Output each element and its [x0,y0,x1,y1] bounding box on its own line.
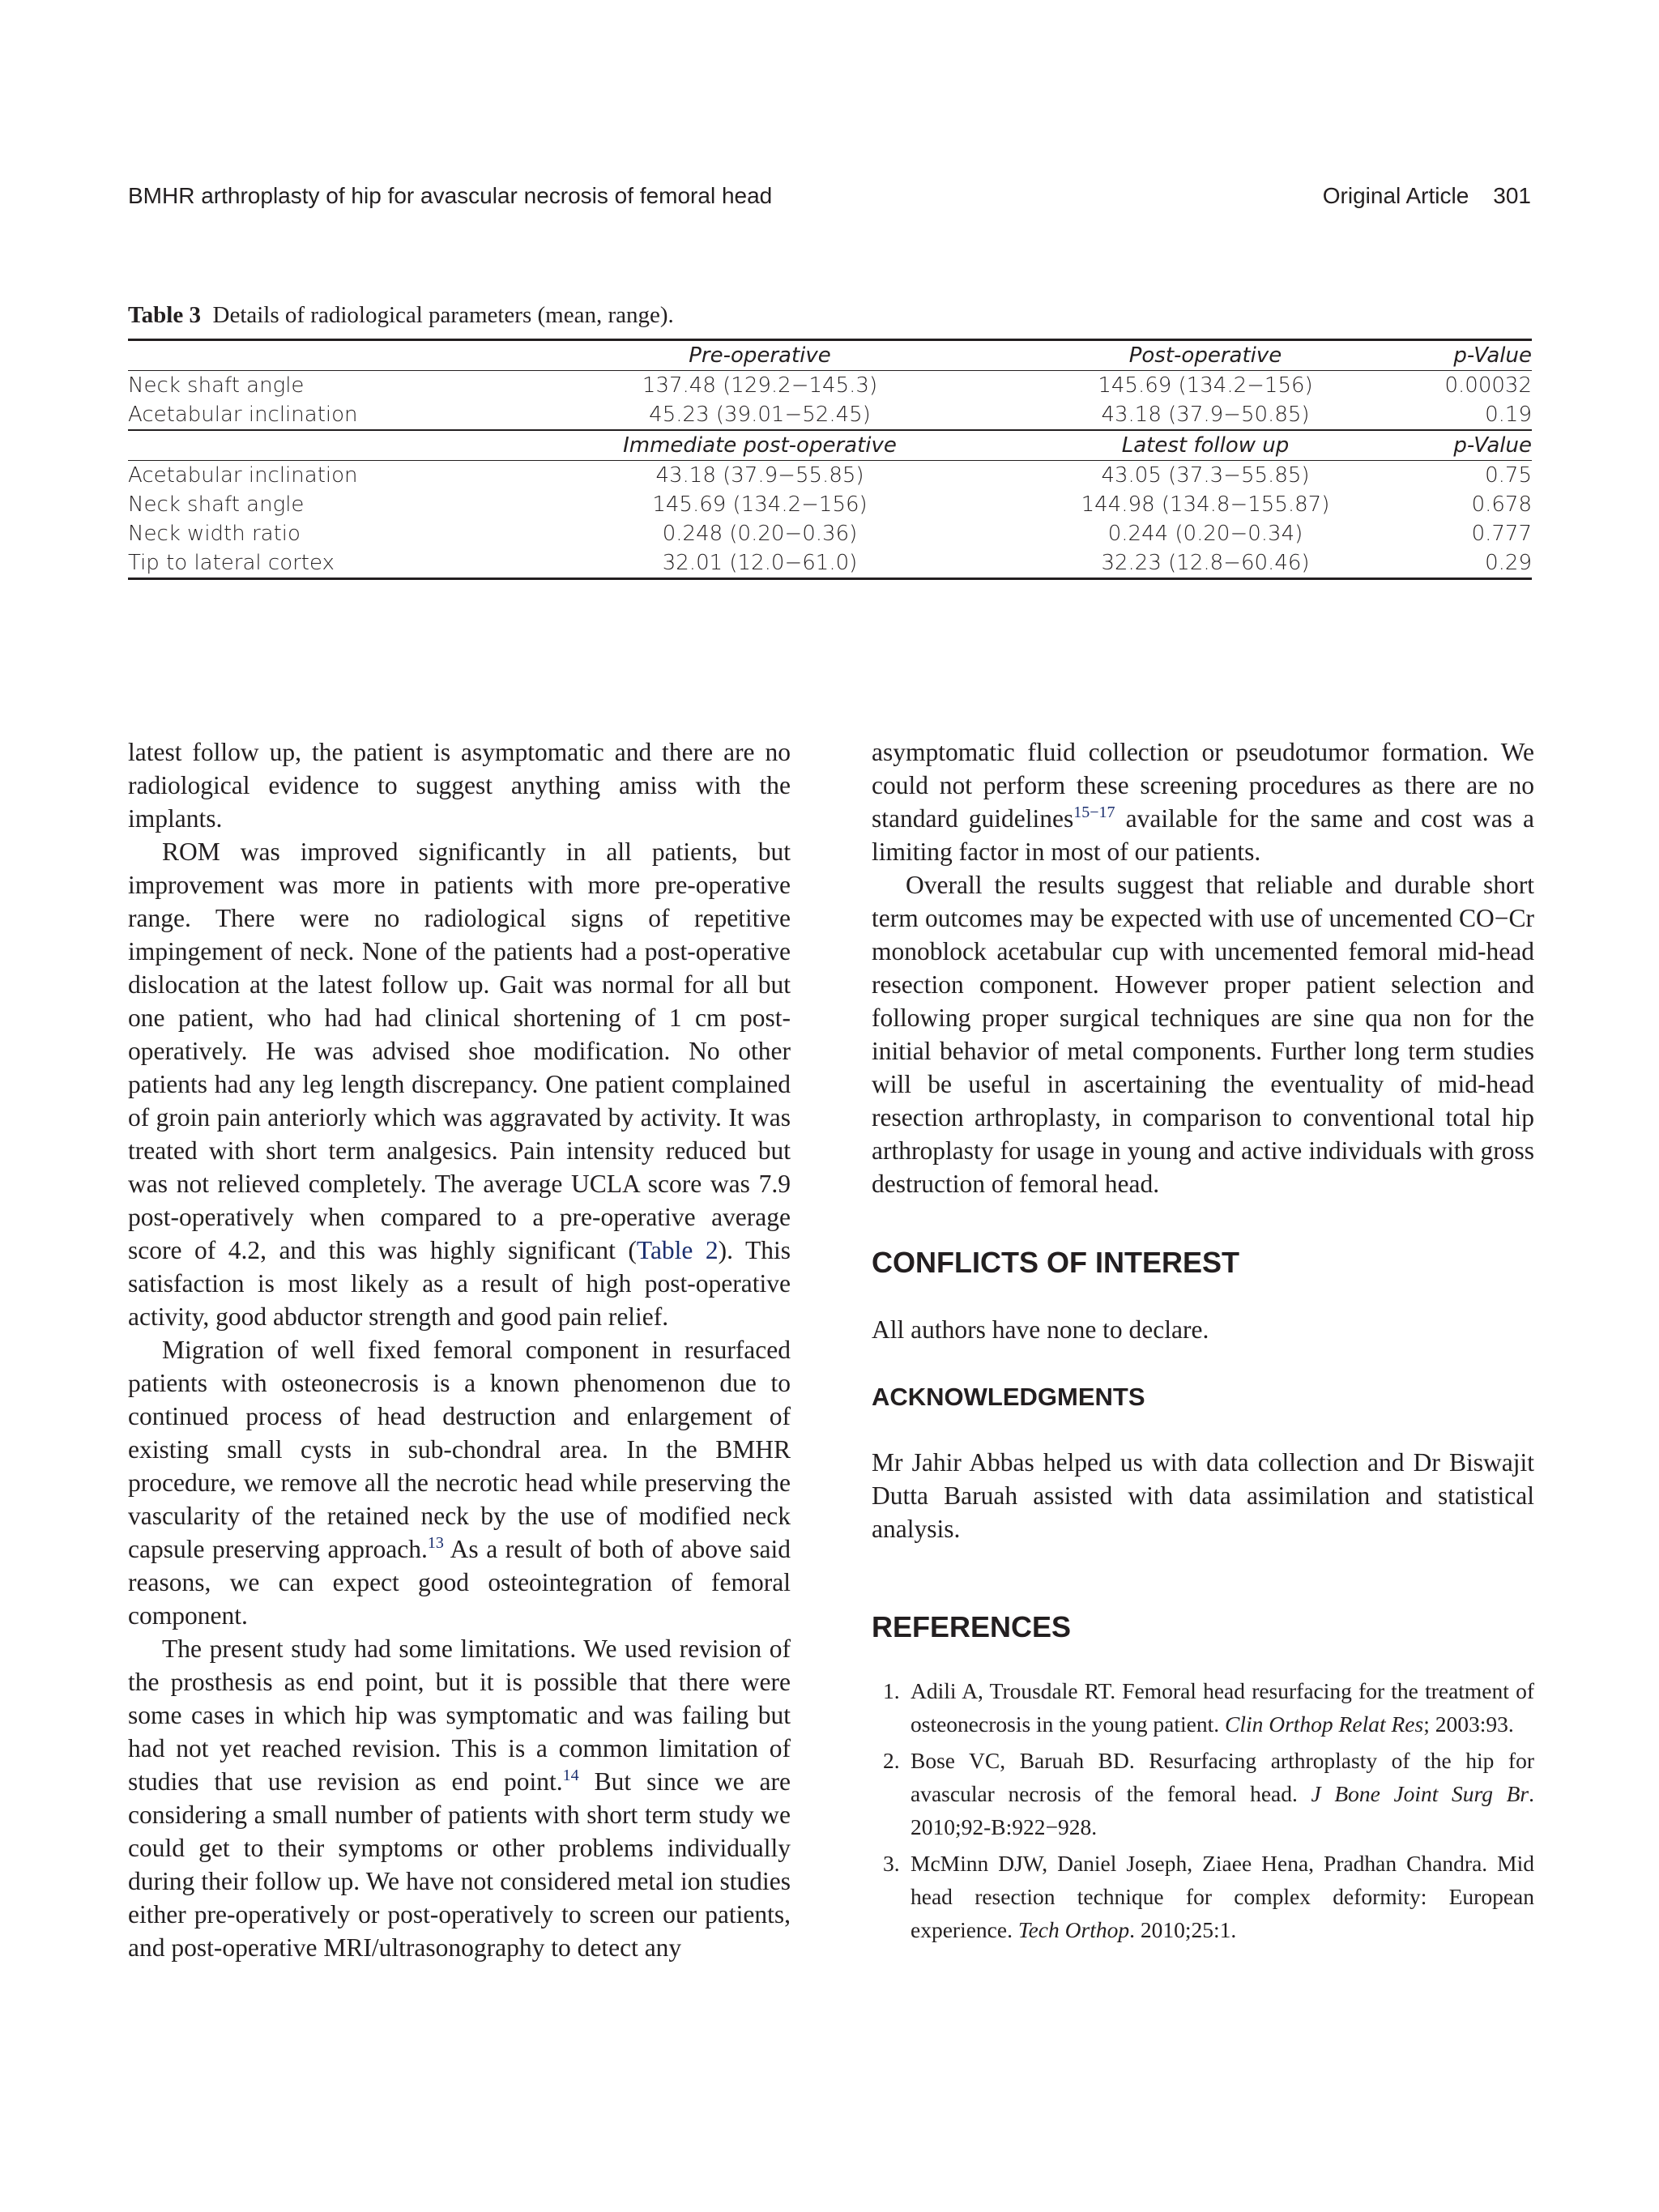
paragraph: asymptomatic fluid collection or pseudotumor formation. We could not perform these screening procedures as there are no standard guidelines$^{15-17}$ available for the same and cost was a limiting factor in most of our patients. [872,738,1534,866]
conflicts-text: All authors have none to declare. [872,1315,1209,1344]
table-caption-text: Details of radiological parameters (mean, range). [212,302,674,328]
paragraph: ROM was improved significantly in all patients, but improvement was more in patients with more pre-operative range. There were no radiological signs of repetitive impingement of neck. None of the patients had a post-operative dislocation at the latest follow up. Gait was normal for all but one patient, who had had clinical shortening of 1 cm post-operatively. He was advised shoe modification. No other patients had any leg length discrepancy. One patient complained of groin pain anteriorly which was aggravated by activity. It was treated with short term analgesics. Pain intensity reduced but was not relieved completely. The average UCLA score was 7.9 post-operatively when compared to a pre-operative average score of 4.2, and this was highly significant (Table 2). This satisfaction is most likely as a result of high post-operative activity, good abductor strength and good pain relief. [128,837,791,1331]
left-column [128,735,791,1964]
table-2-link[interactable]: Table 2 [636,1236,719,1264]
reference-item: 2. Bose VC, Baruah BD. Resurfacing arthroplasty of the hip for avascular necrosis of the femoral head. J Bone Joint Surg Br. 2010;92-B:922−928. [883,1748,1534,1839]
table-cell: 0.248 (0.20−0.36) [662,522,858,546]
table-cell: Tip to lateral cortex [128,551,335,575]
article-type: Original Article [1322,183,1469,208]
table-row [128,548,1532,579]
right-column [872,735,1534,1950]
table-cell: 0.75 [1485,463,1532,488]
table-cell: Acetabular inclination [128,403,358,427]
table-3 [128,302,1532,580]
table-cell: 32.23 (12.8−60.46) [1101,551,1310,575]
citation-15-17[interactable]: 15−17 [1073,803,1115,821]
table-row [128,371,1532,401]
reference-list [872,1674,1534,1946]
running-head-right [1323,183,1531,209]
table-cell: 43.18 (37.9−50.85) [1101,403,1310,427]
table-cell: 0.29 [1485,551,1532,575]
table-cell: 145.69 (134.2−156) [1098,373,1313,398]
header-cell: Post-operative [979,340,1432,371]
table-cell: 145.69 (134.2−156) [652,492,868,517]
reference-item: 3. McMinn DJW, Daniel Joseph, Ziaee Hena, Pradhan Chandra. Mid head resection technique for complex deformity: European experience. Tech Orthop. 2010;25:1. [883,1851,1534,1942]
table-cell: 0.00032 [1444,373,1532,398]
table-cell: Acetabular inclination [128,463,358,488]
table-cell: Neck shaft angle [128,373,305,398]
header-cell: Pre-operative [541,340,979,371]
table-header-row [128,430,1532,461]
table-cell: 137.48 (129.2−145.3) [642,373,878,398]
table-row [128,519,1532,548]
header-cell: Latest follow up [979,430,1432,461]
page-number: 301 [1493,183,1531,208]
citation-14[interactable]: 14 [562,1767,579,1784]
references-heading: REFERENCES [872,1610,1072,1643]
paragraph: Migration of well fixed femoral component in resurfaced patients with osteonecrosis is a known phenomenon due to continued process of head destruction and enlargement of existing small cysts in sub-chondral area. In the BMHR procedure, we remove all the necrotic head while preserving the vascularity of the retained neck by the use of modified neck capsule preserving approach.$^{13}$ As a result of both of above said reasons, we can expect good osteointegration of femoral component. [128,1336,791,1630]
conflicts-heading: CONFLICTS OF INTEREST [872,1246,1239,1279]
table-row [128,400,1532,430]
table-cell: 43.18 (37.9−55.85) [655,463,864,488]
table-row [128,461,1532,491]
table-cell: 0.244 (0.20−0.34) [1107,522,1303,546]
running-head-title: BMHR arthroplasty of hip for avascular necrosis of femoral head [128,183,773,208]
table-cell: 43.05 (37.3−55.85) [1101,463,1310,488]
paragraph: latest follow up, the patient is asymptomatic and there are no radiological evidence to suggest anything amiss with the implants. [128,738,791,833]
table-row [128,490,1532,519]
header-cell: p-Value [1432,430,1532,461]
table-cell: 45.23 (39.01−52.45) [649,403,871,427]
table-cell: Neck shaft angle [128,492,305,517]
table-header-row [128,340,1532,371]
table-cell: 0.777 [1471,522,1532,546]
header-cell: Immediate post-operative [541,430,979,461]
reference-item: 1. Adili A, Trousdale RT. Femoral head resurfacing for the treatment of osteonecrosis in the young patient. Clin Orthop Relat Res; 2003:93. [883,1678,1534,1737]
acknowledgments-text: Mr Jahir Abbas helped us with data collection and Dr Biswajit Dutta Baruah assisted with data assimilation and statistical analysis. [872,1448,1534,1543]
table-cell: 0.678 [1471,492,1532,517]
table-cell: 0.19 [1485,403,1532,427]
acknowledgments-heading: ACKNOWLEDGMENTS [872,1383,1145,1411]
header-cell: p-Value [1432,340,1532,371]
table-cell: 32.01 (12.0−61.0) [662,551,858,575]
citation-13[interactable]: 13 [427,1534,444,1552]
radiological-table [128,339,1532,580]
table-cell: Neck width ratio [128,522,301,546]
paragraph: The present study had some limitations. We used revision of the prosthesis as end point, but it is possible that there were some cases in which hip was symptomatic and was failing but had not yet reached revision. This is a common limitation of studies that use revision as end point.$^{14}$ But since we are considering a small number of patients with short term study we could get to their symptoms or other problems individually during their follow up. We have not considered metal ion studies either pre-operatively or post-operatively to screen our patients, and post-operative MRI/ultrasonography to detect any [128,1634,791,1962]
paragraph: Overall the results suggest that reliable and durable short term outcomes may be expected with use of uncemented CO−Cr monoblock acetabular cup with uncemented femoral mid-head resection component. However proper patient selection and following proper surgical techniques are sine qua non for the initial behavior of metal components. Further long term studies will be useful in ascertaining the eventuality of mid-head resection arthroplasty, in comparison to conventional total hip arthroplasty for usage in young and active individuals with gross destruction of femoral head. [872,871,1534,1198]
table-caption [128,302,1532,329]
table-cell: 144.98 (134.8−155.87) [1081,492,1330,517]
running-head [128,183,1531,209]
table-label: Table 3 [128,302,201,328]
